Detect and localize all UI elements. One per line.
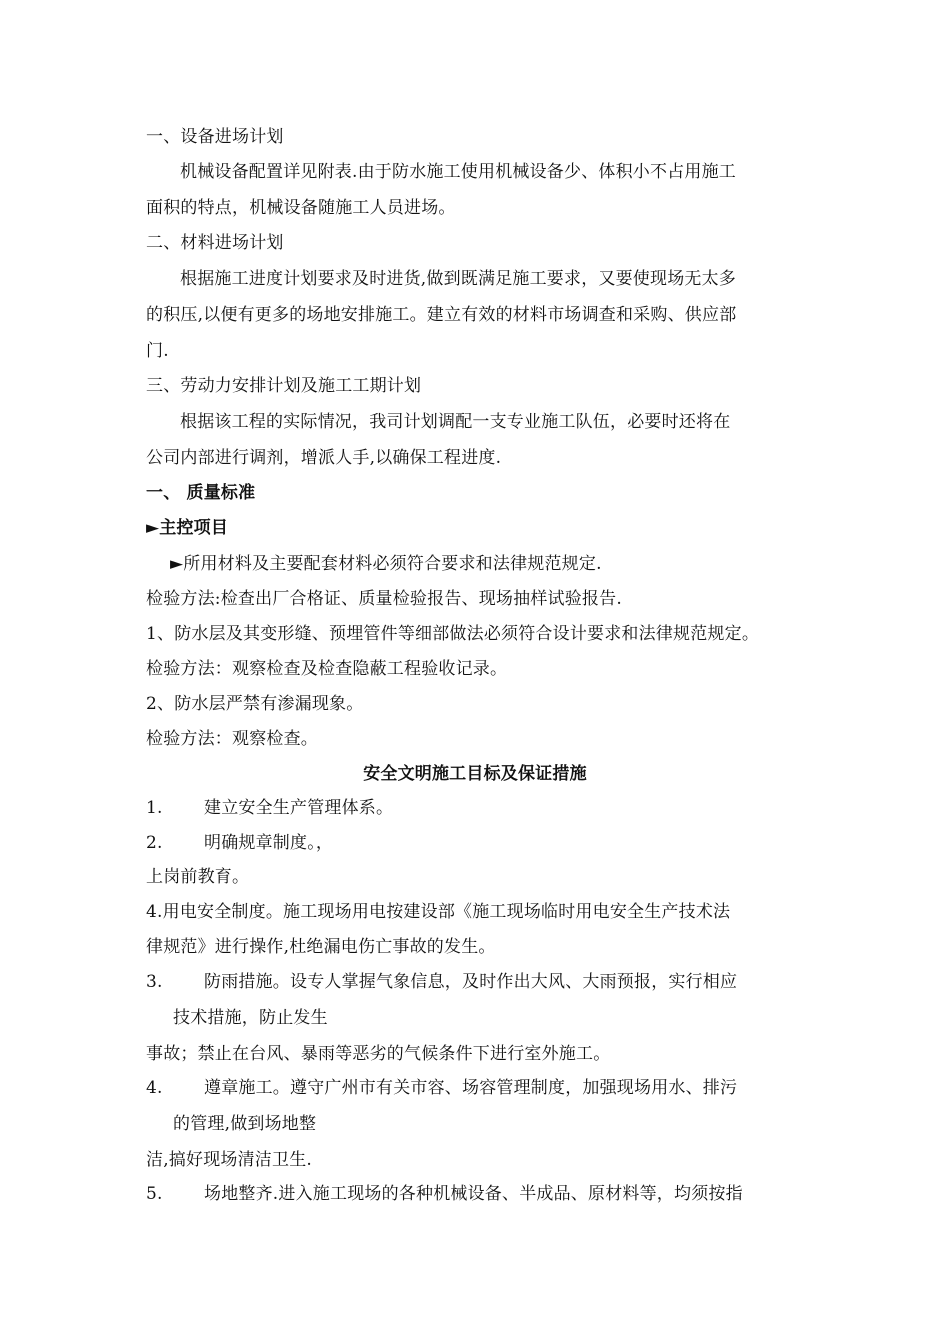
safety-item-1	[146, 797, 393, 819]
safety-item-4-line: 律规范》进行操作,杜绝漏电伤亡事故的发生。	[146, 937, 496, 957]
item-text: 建立安全生产管理体系。	[204, 798, 394, 818]
safety-item-4b-line: 洁,搞好现场清洁卫生.	[146, 1150, 313, 1170]
inspection-method: 检验方法：观察检查及检查隐蔽工程验收记录。	[146, 659, 508, 679]
item-text: 场地整齐.进入施工现场的各种机械设备、半成品、原材料等，均须按指	[204, 1184, 743, 1204]
section-1-paragraph-line: 机械设备配置详见附表.由于防水施工使用机械设备少、体积小不占用施工	[180, 162, 737, 182]
safety-heading: 安全文明施工目标及保证措施	[363, 764, 587, 784]
safety-item-5	[146, 1183, 743, 1205]
main-control-item: ►所用材料及主要配套材料必须符合要求和法律规范规定.	[170, 554, 602, 574]
safety-item-3	[146, 971, 737, 993]
safety-item-2	[146, 832, 333, 854]
inspection-method: 检验方法：观察检查。	[146, 729, 318, 749]
item-text: 遵章施工。遵守广州市有关市容、场容管理制度，加强现场用水、排污	[204, 1078, 738, 1098]
section-2-paragraph-line: 的积压,以便有更多的场地安排施工。建立有效的材料市场调查和采购、供应部	[146, 305, 737, 325]
safety-item-4b-line: 的管理,做到场地整	[173, 1114, 317, 1134]
section-2-paragraph-line: 门.	[146, 341, 169, 361]
section-2-title: 二、材料进场计划	[146, 233, 284, 253]
safety-item-3-line: 技术措施，防止发生	[173, 1008, 328, 1028]
requirement-item: 1、防水层及其变形缝、预埋管件等细部做法必须符合设计要求和法律规范规定。	[146, 624, 760, 644]
main-control-items-title: ►主控项目	[146, 518, 229, 538]
item-text: 防雨措施。设专人掌握气象信息，及时作出大风、大雨预报，实行相应	[204, 972, 738, 992]
safety-item-3-line: 事故；禁止在台风、暴雨等恶劣的气候条件下进行室外施工。	[146, 1044, 611, 1064]
safety-item-4b	[146, 1077, 737, 1099]
section-3-title: 三、劳动力安排计划及施工工期计划	[146, 376, 422, 396]
item-number: 3.	[146, 972, 163, 992]
safety-item-2-continuation: 上岗前教育。	[146, 867, 250, 887]
item-text: 明确规章制度。，	[204, 833, 334, 853]
quality-standard-title: 一、 质量标准	[146, 483, 256, 503]
section-3-paragraph-line: 根据该工程的实际情况，我司计划调配一支专业施工队伍，必要时还将在	[180, 412, 731, 432]
inspection-method: 检验方法:检查出厂合格证、质量检验报告、现场抽样试验报告.	[146, 589, 622, 609]
section-2-paragraph-line: 根据施工进度计划要求及时进货,做到既满足施工要求，又要使现场无太多	[180, 269, 737, 289]
item-number: 5.	[146, 1184, 163, 1204]
safety-item-4-line: 4.用电安全制度。施工现场用电按建设部《施工现场临时用电安全生产技术法	[146, 902, 731, 922]
item-number: 1.	[146, 798, 163, 818]
item-number: 2.	[146, 833, 163, 853]
section-3-paragraph-line: 公司内部进行调剂，增派人手,以确保工程进度.	[146, 448, 502, 468]
section-1-title: 一、设备进场计划	[146, 127, 284, 147]
requirement-item: 2、防水层严禁有渗漏现象。	[146, 694, 364, 714]
section-1-paragraph-line: 面积的特点，机械设备随施工人员进场。	[146, 198, 456, 218]
item-number: 4.	[146, 1078, 163, 1098]
